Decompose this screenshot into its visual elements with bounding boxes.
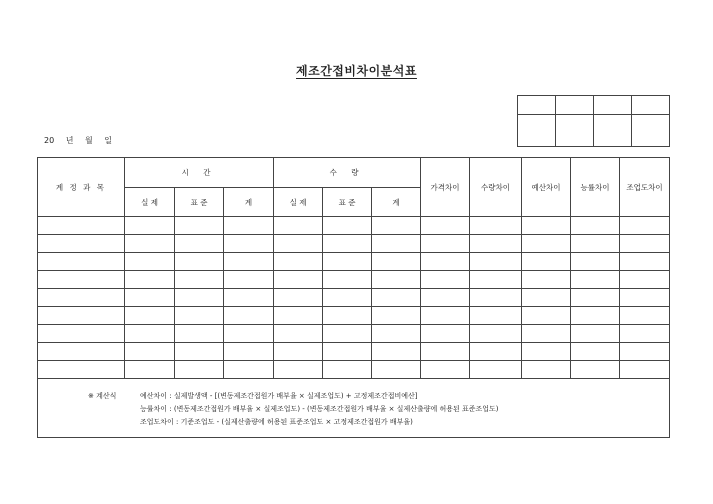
table-cell[interactable] xyxy=(470,307,522,325)
table-cell[interactable] xyxy=(224,253,274,271)
table-cell[interactable] xyxy=(421,235,470,253)
variance-header-efficiency: 능률차이 xyxy=(571,158,620,217)
approval-sign-cell xyxy=(594,115,632,147)
table-row xyxy=(38,253,670,271)
table-cell[interactable] xyxy=(571,289,620,307)
table-row xyxy=(38,307,670,325)
table-cell[interactable] xyxy=(38,217,125,235)
quantity-header: 수 량 xyxy=(274,158,421,188)
formula-notes xyxy=(38,379,669,437)
table-cell[interactable] xyxy=(470,271,522,289)
time-total-header: 계 xyxy=(224,188,274,217)
table-cell[interactable] xyxy=(125,217,175,235)
table-cell[interactable] xyxy=(175,235,224,253)
table-cell[interactable] xyxy=(522,235,571,253)
table-cell[interactable] xyxy=(372,235,421,253)
table-cell[interactable] xyxy=(274,217,323,235)
table-row xyxy=(38,217,670,235)
table-cell[interactable] xyxy=(620,307,670,325)
table-cell[interactable] xyxy=(175,343,224,361)
table-cell[interactable] xyxy=(38,325,125,343)
table-cell[interactable] xyxy=(522,253,571,271)
table-row xyxy=(38,361,670,379)
approval-box xyxy=(517,95,670,147)
quantity-total-header: 계 xyxy=(372,188,421,217)
table-cell[interactable] xyxy=(372,217,421,235)
table-cell[interactable] xyxy=(522,217,571,235)
table-cell[interactable] xyxy=(323,253,372,271)
variance-header-price: 가격차이 xyxy=(421,158,470,217)
table-cell[interactable] xyxy=(421,271,470,289)
table-cell[interactable] xyxy=(470,217,522,235)
table-cell[interactable] xyxy=(522,307,571,325)
data-rows xyxy=(38,217,670,379)
table-cell[interactable] xyxy=(620,325,670,343)
table-cell[interactable] xyxy=(38,307,125,325)
table-cell[interactable] xyxy=(323,235,372,253)
time-header: 시 간 xyxy=(125,158,274,188)
table-cell[interactable] xyxy=(372,307,421,325)
date-line: 20 년 월 일 xyxy=(44,136,112,145)
table-cell[interactable] xyxy=(125,289,175,307)
table-cell[interactable] xyxy=(38,235,125,253)
table-cell[interactable] xyxy=(323,289,372,307)
time-standard-header: 표 준 xyxy=(175,188,224,217)
table-cell[interactable] xyxy=(274,289,323,307)
table-cell[interactable] xyxy=(470,361,522,379)
table-cell[interactable] xyxy=(274,361,323,379)
table-cell[interactable] xyxy=(125,325,175,343)
note-line-efficiency: 능률차이 : (변동제조간접원가 배부율 × 실제조업도) - (변동제조간접원가 배부율 × 실제산출량에 허용된 표준조업도) xyxy=(140,405,499,413)
table-cell[interactable] xyxy=(274,271,323,289)
table-cell[interactable] xyxy=(571,235,620,253)
table-row xyxy=(38,289,670,307)
table-cell[interactable] xyxy=(571,217,620,235)
table-cell[interactable] xyxy=(125,253,175,271)
table-cell[interactable] xyxy=(522,343,571,361)
table-cell[interactable] xyxy=(522,289,571,307)
table-cell[interactable] xyxy=(421,361,470,379)
table-cell[interactable] xyxy=(38,253,125,271)
notes-cell xyxy=(38,379,670,438)
table-cell[interactable] xyxy=(125,361,175,379)
quantity-actual-header: 실 제 xyxy=(274,188,323,217)
table-cell[interactable] xyxy=(274,235,323,253)
table-cell[interactable] xyxy=(274,325,323,343)
document-title: 제조간접비차이분석표 xyxy=(296,64,417,78)
account-header: 계 정 과 목 xyxy=(38,158,125,217)
approval-sign-cell xyxy=(556,115,594,147)
table-cell[interactable] xyxy=(571,325,620,343)
table-cell[interactable] xyxy=(571,343,620,361)
table-cell[interactable] xyxy=(372,271,421,289)
variance-header-quantity: 수량차이 xyxy=(470,158,522,217)
table-cell[interactable] xyxy=(620,343,670,361)
table-cell[interactable] xyxy=(224,307,274,325)
note-line-budget: 예산차이 : 실제발생액 - [(변동제조간접원가 배부율 × 실제조업도) + 고정제조간접비예산] xyxy=(140,392,418,400)
table-cell[interactable] xyxy=(323,325,372,343)
table-cell[interactable] xyxy=(125,343,175,361)
table-cell[interactable] xyxy=(175,253,224,271)
table-cell[interactable] xyxy=(421,253,470,271)
table-cell[interactable] xyxy=(620,361,670,379)
table-cell[interactable] xyxy=(125,235,175,253)
table-cell[interactable] xyxy=(125,271,175,289)
table-cell[interactable] xyxy=(224,289,274,307)
variance-header-budget: 예산차이 xyxy=(522,158,571,217)
table-cell[interactable] xyxy=(372,343,421,361)
approval-sign-cell xyxy=(518,115,556,147)
table-cell[interactable] xyxy=(571,361,620,379)
table-cell[interactable] xyxy=(522,325,571,343)
table-cell[interactable] xyxy=(323,307,372,325)
table-cell[interactable] xyxy=(620,217,670,235)
table-cell[interactable] xyxy=(323,343,372,361)
table-cell[interactable] xyxy=(323,361,372,379)
table-cell[interactable] xyxy=(421,307,470,325)
table-cell[interactable] xyxy=(224,235,274,253)
table-cell[interactable] xyxy=(274,253,323,271)
table-cell[interactable] xyxy=(421,289,470,307)
table-cell[interactable] xyxy=(224,325,274,343)
table-cell[interactable] xyxy=(571,307,620,325)
table-row xyxy=(38,343,670,361)
table-cell[interactable] xyxy=(125,307,175,325)
approval-cell xyxy=(518,96,556,115)
table-cell[interactable] xyxy=(470,289,522,307)
table-cell[interactable] xyxy=(175,271,224,289)
approval-cell xyxy=(594,96,632,115)
table-cell[interactable] xyxy=(38,361,125,379)
time-actual-header: 실 제 xyxy=(125,188,175,217)
variance-header-volume: 조업도차이 xyxy=(620,158,670,217)
table-cell[interactable] xyxy=(372,253,421,271)
table-cell[interactable] xyxy=(323,271,372,289)
table-row xyxy=(38,235,670,253)
table-cell[interactable] xyxy=(470,343,522,361)
table-cell[interactable] xyxy=(421,325,470,343)
table-cell[interactable] xyxy=(224,343,274,361)
variance-table xyxy=(37,157,670,438)
notes-lines xyxy=(140,390,499,429)
notes-label: ※ 계산식 xyxy=(88,392,117,400)
table-cell[interactable] xyxy=(175,307,224,325)
table-cell[interactable] xyxy=(421,217,470,235)
table-cell[interactable] xyxy=(620,253,670,271)
table-cell[interactable] xyxy=(175,289,224,307)
table-cell[interactable] xyxy=(274,307,323,325)
quantity-standard-header: 표 준 xyxy=(323,188,372,217)
table-cell[interactable] xyxy=(372,361,421,379)
table-cell[interactable] xyxy=(571,253,620,271)
table-cell[interactable] xyxy=(470,235,522,253)
table-cell[interactable] xyxy=(421,343,470,361)
table-cell[interactable] xyxy=(372,289,421,307)
approval-cell xyxy=(556,96,594,115)
table-cell[interactable] xyxy=(522,271,571,289)
table-cell[interactable] xyxy=(224,271,274,289)
table-cell[interactable] xyxy=(372,325,421,343)
table-cell[interactable] xyxy=(620,271,670,289)
table-cell[interactable] xyxy=(38,343,125,361)
table-cell[interactable] xyxy=(470,325,522,343)
table-cell[interactable] xyxy=(175,361,224,379)
table-row xyxy=(38,271,670,289)
table-cell[interactable] xyxy=(175,217,224,235)
table-cell[interactable] xyxy=(224,217,274,235)
table-cell[interactable] xyxy=(470,253,522,271)
approval-sign-cell xyxy=(632,115,670,147)
table-cell[interactable] xyxy=(620,289,670,307)
table-cell[interactable] xyxy=(274,343,323,361)
table-cell[interactable] xyxy=(620,235,670,253)
table-cell[interactable] xyxy=(175,325,224,343)
table-cell[interactable] xyxy=(38,289,125,307)
approval-cell xyxy=(632,96,670,115)
table-cell[interactable] xyxy=(522,361,571,379)
table-row xyxy=(38,325,670,343)
note-line-volume: 조업도차이 : 기준조업도 - (실제산출량에 허용된 표준조업도 × 고정제조간접원가 배부율) xyxy=(140,418,413,426)
table-cell[interactable] xyxy=(571,271,620,289)
table-cell[interactable] xyxy=(224,361,274,379)
table-cell[interactable] xyxy=(38,271,125,289)
table-cell[interactable] xyxy=(323,217,372,235)
